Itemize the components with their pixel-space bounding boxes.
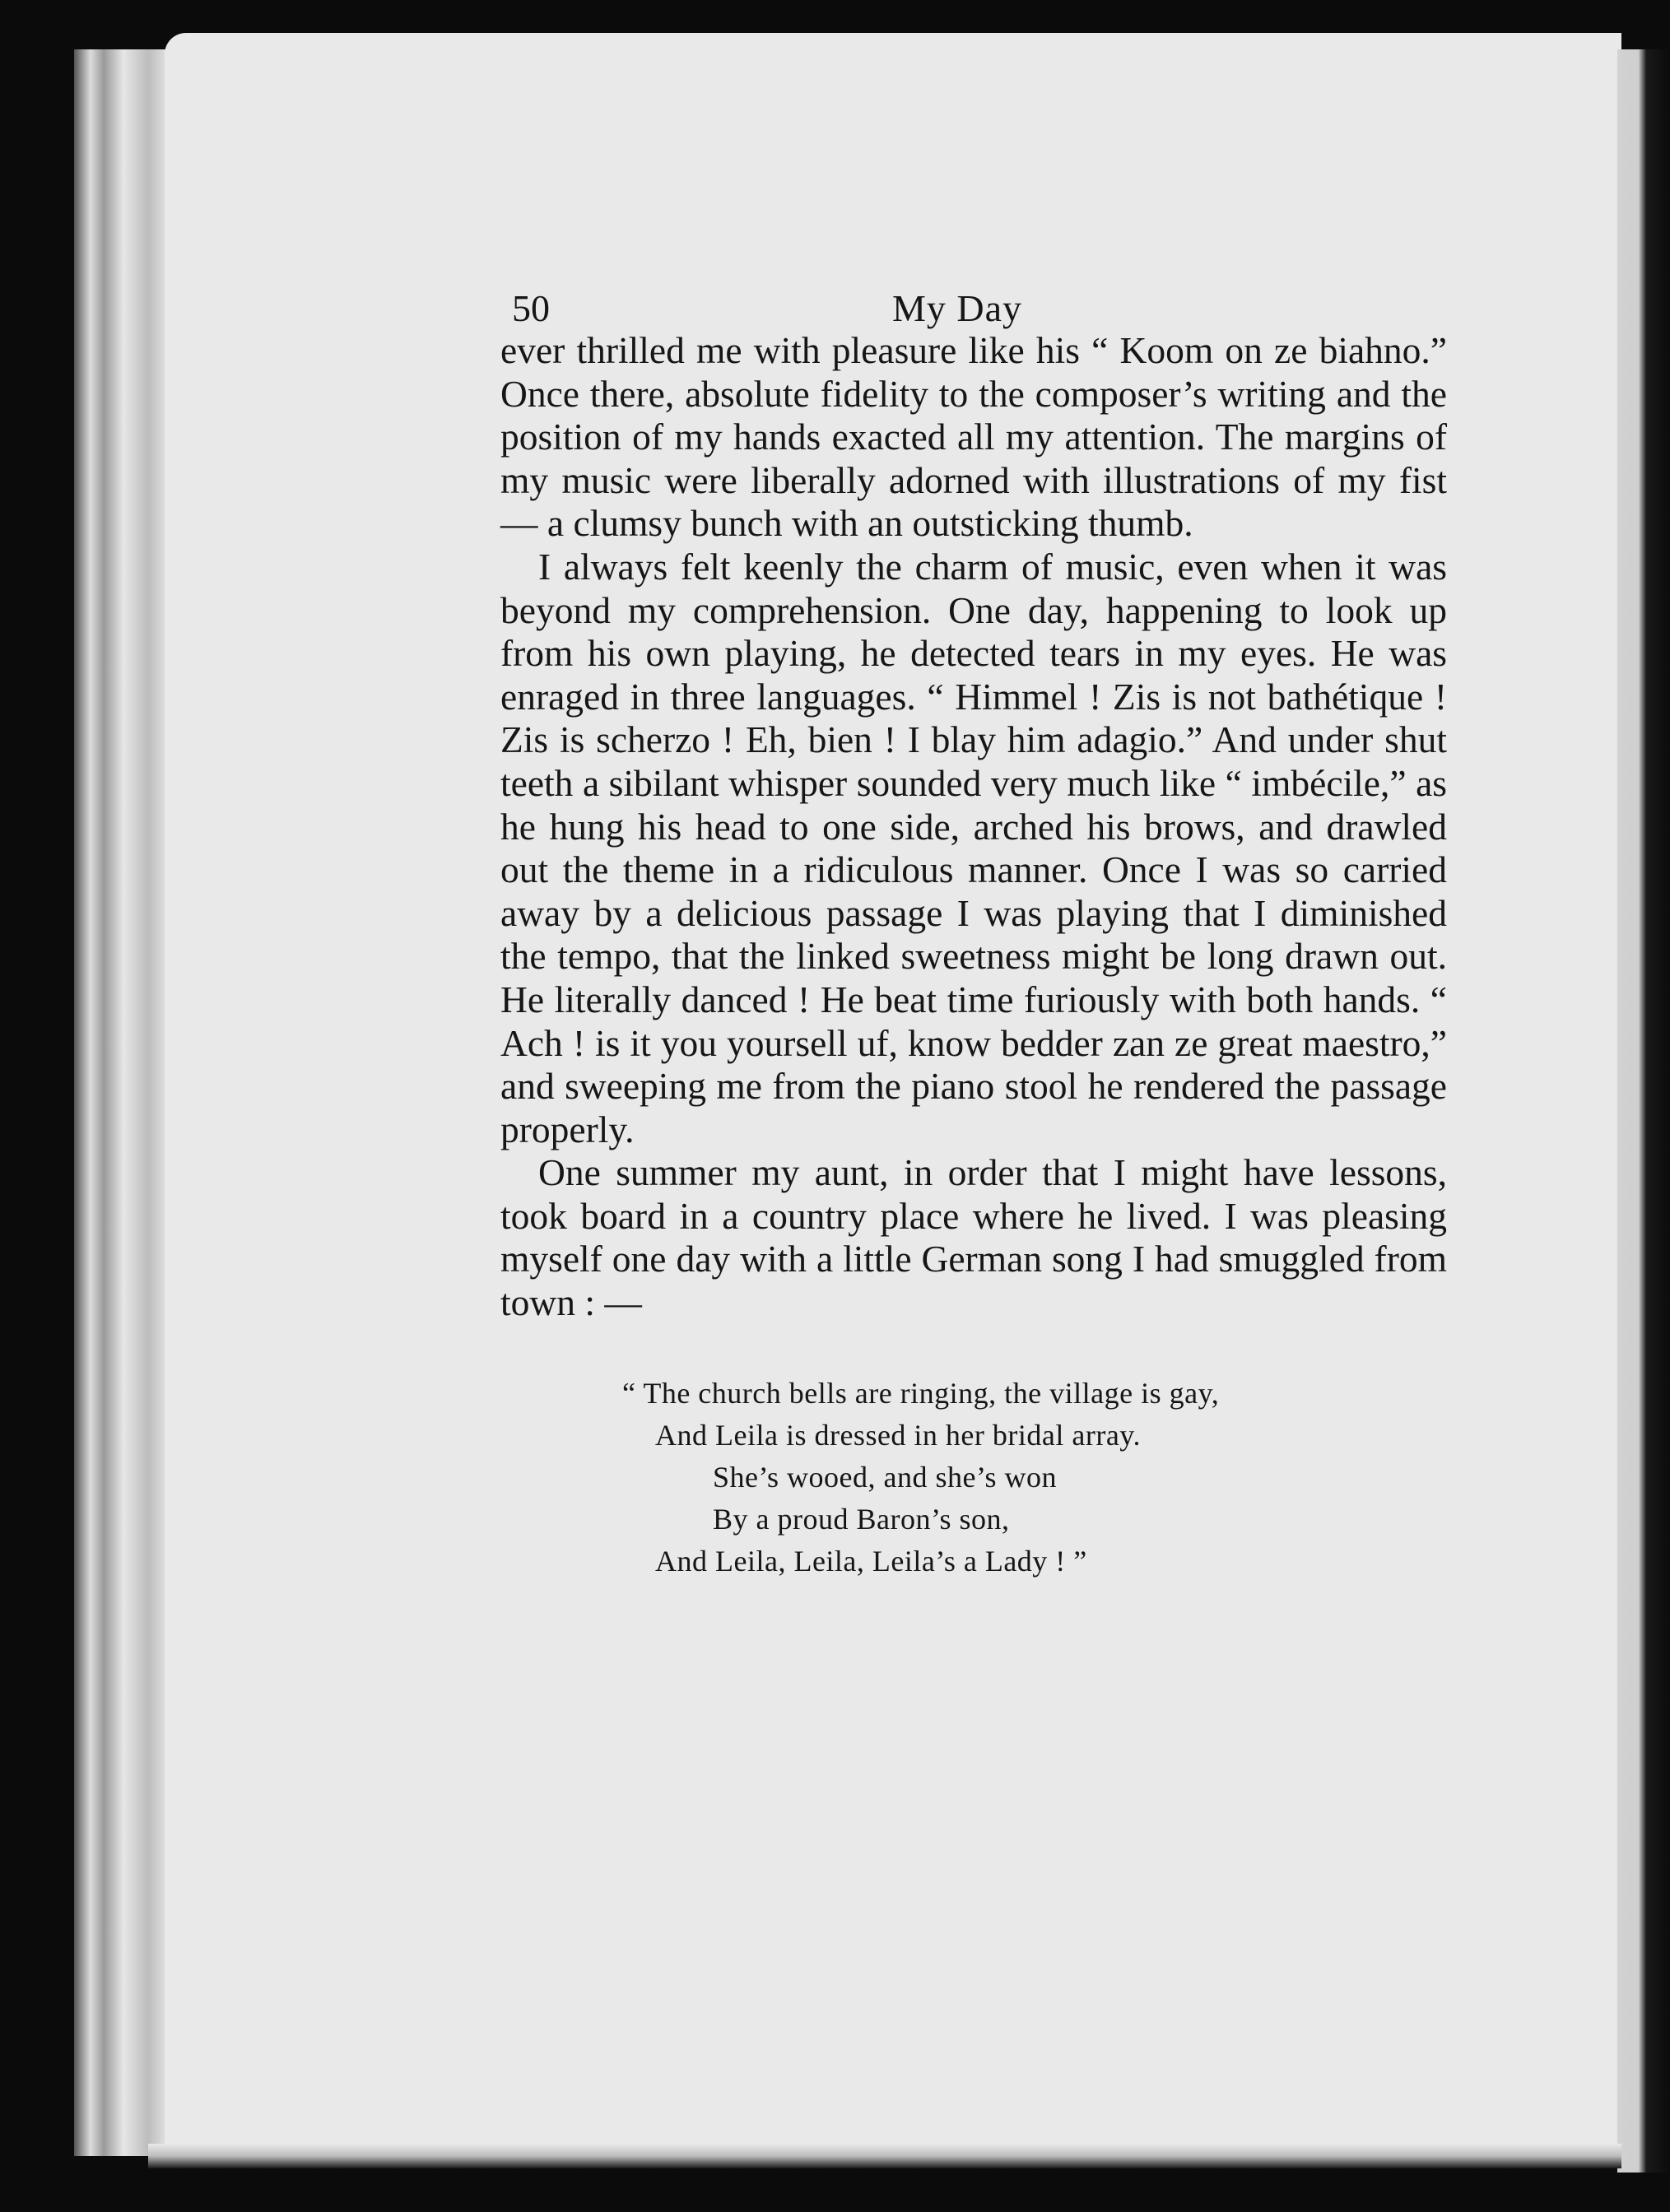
verse-line: And Leila, Leila, Leila’s a Lady ! ”: [655, 1544, 1087, 1578]
verse-line: By a proud Baron’s son,: [713, 1502, 1010, 1536]
verse-line: “ The church bells are ringing, the village is gay,: [622, 1376, 1220, 1410]
page-text: [500, 263, 1447, 1582]
song-verse: [622, 1373, 1447, 1582]
paragraph-2: I always felt keenly the charm of music, even when it was beyond my comprehension. One day, happening to look up from his own playing, he detected tears in my eyes. He was enraged in three languages. “ Himmel ! Zis is not bathétique ! Zis is scherzo ! Eh, bien ! I blay him adagio.” And under shut teeth a sibilant whisper sounded very much like “ imbécile,” as he hung his head to one side, arched his brows, and drawled out the theme in a ridiculous manner. Once I was so carried away by a delicious passage I was playing that I diminished the tempo, that the linked sweetness might be long drawn out. He literally danced ! He beat time furiously with both hands. “ Ach ! is it you yoursell uf, know bedder zan ze great maestro,” and sweeping me from the piano stool he rendered the passage properly.: [500, 545, 1447, 1150]
page-bottom-shadow: [148, 2144, 1621, 2168]
verse-line: She’s wooed, and she’s won: [713, 1460, 1057, 1494]
paragraph-3: One summer my aunt, in order that I might have lessons, took board in a country place where he lived. I was pleasing myself one day with a little German song I had smuggled from town : —: [500, 1151, 1447, 1324]
book-title: My Day: [891, 287, 1023, 329]
book-gutter: [1617, 49, 1670, 2172]
paragraph-1: ever thrilled me with pleasure like his “ Koom on ze biahno.” Once there, absolute fidelity to the composer’s writing and the position of my hands exacted all my attention. The margins of my music were liberally adorned with illustrations of my fist — a clumsy bunch with an outsticking thumb.: [500, 329, 1447, 545]
verse-line: And Leila is dressed in her bridal array.: [655, 1418, 1141, 1452]
running-head: [500, 263, 1447, 329]
page-number: 50: [512, 287, 550, 329]
